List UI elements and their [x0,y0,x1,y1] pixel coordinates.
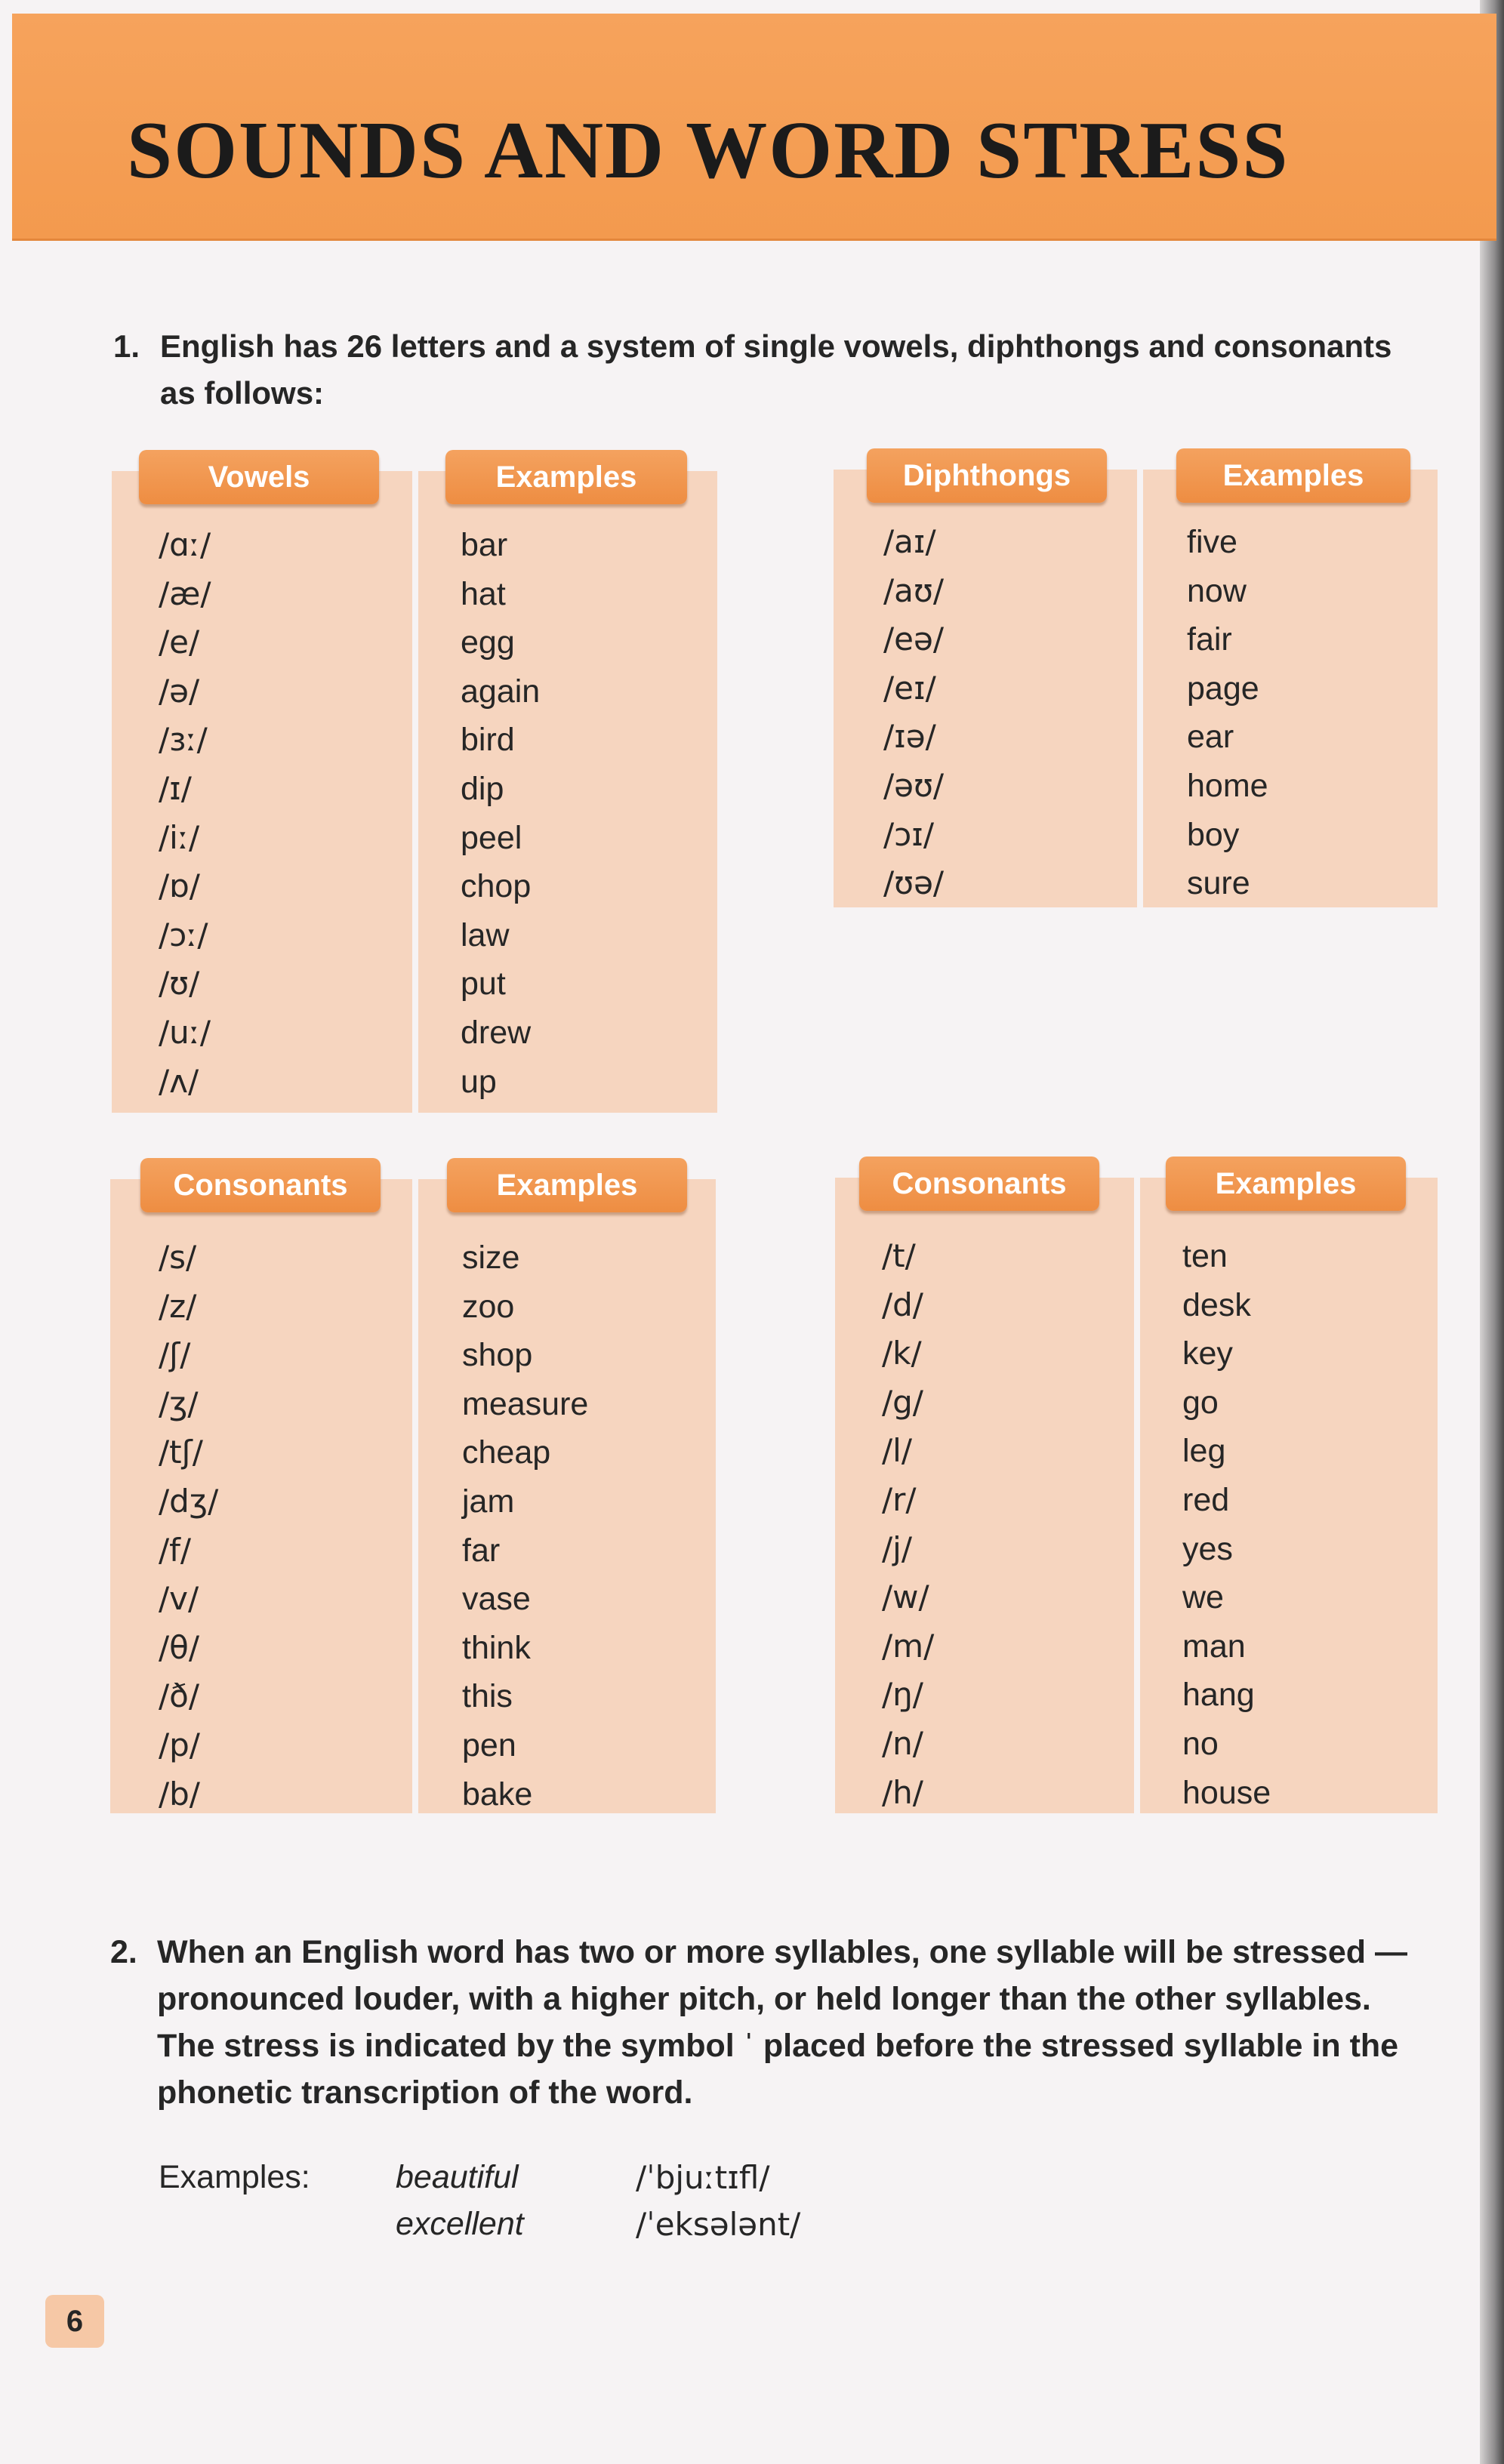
vowel-symbol: /ɜː/ [159,721,208,759]
consonant-example: far [462,1532,501,1569]
diphthongs-table [834,448,1438,907]
consonant-symbol: /p/ [159,1726,200,1763]
vowel-symbol: /ɪ/ [159,769,192,807]
vowel-example: put [461,966,506,1003]
consonant-example: house [1182,1774,1271,1811]
consonant-symbol: /ð/ [159,1677,199,1715]
section-1-paragraph [113,323,1397,417]
consonant-symbol: /tʃ/ [159,1434,203,1471]
consonant-symbol: /j/ [882,1529,912,1567]
vowel-example: again [461,673,541,710]
consonant-example: shop [462,1337,533,1374]
diphthong-example: ear [1187,719,1234,756]
consonant-symbol: /f/ [159,1531,192,1569]
consonant-example: hang [1182,1677,1255,1714]
consonant-example: this [462,1678,513,1715]
page-title: SOUNDS AND WORD STRESS [127,106,1290,196]
consonant-example: desk [1182,1286,1251,1323]
consonant-example: go [1182,1384,1219,1421]
title-banner [12,14,1496,241]
diphthong-symbol: /aʊ/ [883,571,944,609]
diphthong-symbol: /ʊə/ [883,864,945,902]
consonant-symbol: /m/ [882,1627,935,1665]
consonant-example: red [1182,1481,1230,1518]
vowel-examples [461,521,540,1106]
consonant-symbol: /v/ [159,1580,199,1618]
vowel-example: chop [461,868,532,905]
consonant-symbol: /s/ [159,1239,197,1276]
vowels-table [112,450,717,1113]
consonant-example: pen [462,1726,516,1763]
vowel-example: up [461,1063,497,1100]
diphthong-example: boy [1187,816,1240,853]
consonant-right-examples [1182,1232,1271,1817]
consonant-example: man [1182,1628,1246,1665]
vowel-symbol: /ʊ/ [159,965,200,1003]
example-word: excellent [396,2206,524,2242]
vowel-example: dip [461,770,504,807]
consonant-example: vase [462,1581,531,1618]
consonant-symbol: /g/ [882,1383,923,1421]
vowel-example: egg [461,624,515,661]
vowel-symbol: /uː/ [159,1013,211,1051]
vowel-symbol: /ʌ/ [159,1062,199,1100]
diphthong-example: sure [1187,865,1250,902]
diphthong-symbols [883,518,944,908]
consonants-left-header: Consonants [140,1158,381,1212]
section-2-text: When an English word has two or more syllables, one syllable will be stressed — pronounced louder, with a higher pitch, or held longer than the other syllables. The stress is indicated by the symbol ˈ placed before the stressed syllable in the phonetic transcription of the word. [157,1934,1407,2111]
consonant-symbol: /b/ [159,1775,200,1813]
diphthong-example: page [1187,670,1259,707]
consonant-symbol: /r/ [882,1480,917,1518]
consonant-symbol: /ʒ/ [159,1384,199,1422]
consonant-example: zoo [462,1288,515,1325]
consonants-right-examples-header: Examples [1166,1157,1406,1211]
consonant-left-examples [462,1234,588,1819]
vowel-symbol: /e/ [159,624,200,661]
consonant-symbol: /d/ [882,1286,923,1323]
consonant-symbol: /t/ [882,1237,916,1274]
diphthong-examples [1187,518,1268,908]
consonant-example: cheap [462,1434,551,1471]
consonant-example: ten [1182,1238,1228,1274]
page-number: 6 [45,2295,104,2348]
consonant-symbol: /n/ [882,1724,923,1762]
examples-label: Examples: [159,2159,310,2195]
vowel-example: peel [461,819,522,856]
diphthong-example: fair [1187,621,1232,658]
consonants-table-right [835,1157,1438,1813]
consonant-symbol: /z/ [159,1287,197,1325]
consonant-symbol: /dʒ/ [159,1482,219,1520]
diphthongs-header: Diphthongs [867,448,1107,503]
diphthong-symbol: /ɪə/ [883,718,936,756]
consonant-symbol: /k/ [882,1335,922,1372]
vowel-example: drew [461,1014,532,1051]
vowel-symbols [159,521,211,1106]
vowel-symbol: /iː/ [159,818,200,856]
diphthong-example: five [1187,524,1237,560]
diphthong-symbol: /ɔɪ/ [883,815,934,853]
consonant-example: measure [462,1385,589,1422]
vowel-symbol: /ɔː/ [159,916,208,953]
consonant-example: jam [462,1483,515,1520]
example-transcription: /ˈeksələnt/ [636,2206,801,2243]
page-edge [1480,0,1504,2464]
consonants-table-left [110,1158,716,1813]
vowel-symbol: /ɑː/ [159,526,211,563]
vowels-header: Vowels [139,450,379,504]
consonant-example: key [1182,1335,1233,1372]
consonant-symbol: /l/ [882,1432,912,1470]
consonant-example: bake [462,1776,533,1813]
vowel-example: bar [461,527,508,563]
consonant-right-symbols [882,1232,934,1817]
vowel-example: bird [461,722,515,759]
consonant-example: yes [1182,1530,1233,1567]
section-2-paragraph [110,1929,1416,2116]
vowel-symbol: /ə/ [159,672,200,710]
consonant-example: leg [1182,1433,1226,1470]
consonant-example: no [1182,1725,1219,1762]
example-transcription: /ˈbjuːtɪfl/ [636,2159,770,2196]
consonant-symbol: /θ/ [159,1628,199,1666]
section-1-text: English has 26 letters and a system of single vowels, diphthongs and consonants as follows: [160,328,1392,411]
diphthong-example: home [1187,767,1268,804]
consonant-left-symbols [159,1234,218,1819]
vowels-examples-header: Examples [445,450,687,504]
consonant-symbol: /ŋ/ [882,1676,923,1714]
consonants-left-examples-header: Examples [447,1158,687,1212]
diphthong-symbol: /eə/ [883,621,944,658]
consonant-example: size [462,1240,520,1276]
section-2-number: 2. [110,1934,137,1970]
consonant-example: we [1182,1579,1224,1616]
diphthong-symbol: /əʊ/ [883,766,945,804]
consonants-right-header: Consonants [859,1157,1099,1211]
vowel-symbol: /æ/ [159,574,211,612]
diphthong-symbol: /aɪ/ [883,523,936,560]
vowel-symbol: /ɒ/ [159,867,200,905]
vowel-example: hat [461,575,506,612]
consonant-symbol: /h/ [882,1773,923,1811]
diphthong-example: now [1187,572,1247,609]
vowel-example: law [461,916,510,953]
section-1-number: 1. [113,328,140,364]
consonant-symbol: /ʃ/ [159,1336,191,1374]
example-word: beautiful [396,2159,519,2195]
consonant-symbol: /w/ [882,1578,929,1616]
diphthong-symbol: /eɪ/ [883,669,936,707]
diphthongs-examples-header: Examples [1176,448,1410,503]
consonant-example: think [462,1629,531,1666]
